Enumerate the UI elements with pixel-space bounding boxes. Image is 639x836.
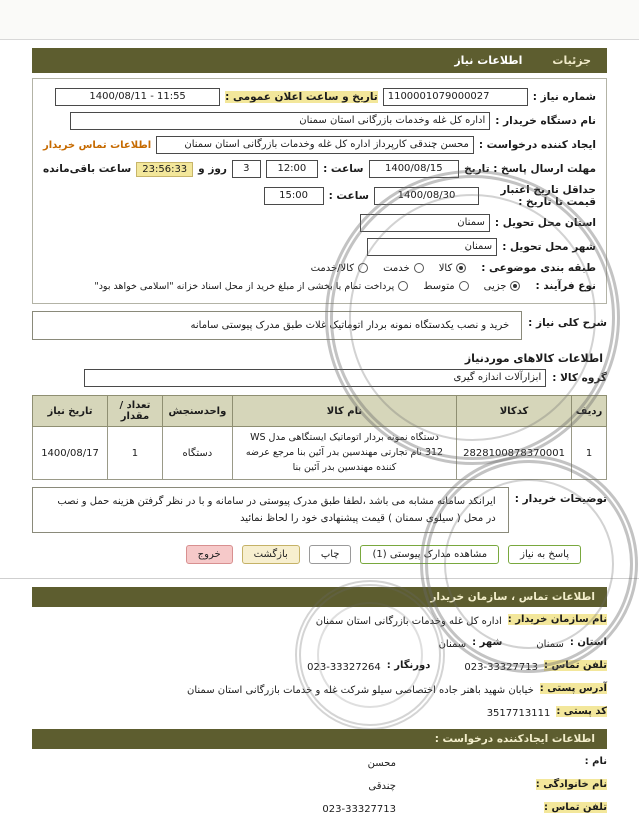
cell-need-date: 1400/08/17 [33, 427, 108, 480]
radio-selected-icon[interactable] [456, 263, 466, 273]
deadline-date-field[interactable]: 1400/08/15 [369, 160, 460, 178]
contact-org-label: نام سازمان خریدار : [507, 614, 607, 626]
need-description-section [32, 311, 607, 340]
col-need-date: تاریخ نیاز [33, 396, 108, 427]
section-divider [0, 578, 639, 579]
contact-phone-fax-row [32, 660, 607, 675]
radio-icon[interactable] [398, 281, 408, 291]
announce-datetime-field[interactable]: 1400/08/11 - 11:55 [55, 88, 220, 106]
creator-field[interactable]: محسن چندقی کارپرداز اداره کل غله وخدمات بازرگانی استان سمنان [156, 136, 474, 154]
form-row-delivery-city [43, 238, 596, 256]
goods-group-field[interactable]: ابزارآلات اندازه گیری [84, 369, 546, 387]
creator-lastname-value: چندقی [368, 781, 396, 793]
remaining-time-label: ساعت باقی‌مانده [43, 163, 132, 175]
category-option-service-label: خدمت [383, 262, 410, 274]
goods-table [32, 395, 607, 480]
buyer-notes-box[interactable]: ایرانکد سامانه مشابه می باشد ،لطفا طبق مدرک پیوستی در سامانه و با در نظر گرفتن هزینه حمل و نصب در محل ( سیلوی سمنان ) قیمت پیشنهادی خود را لحاظ نمائید [32, 487, 509, 533]
contact-postal-value: 3517713111 [486, 708, 551, 720]
price-validity-time-field[interactable]: 15:00 [264, 187, 324, 205]
need-form-panel [32, 78, 607, 304]
buyer-notes-section [32, 487, 607, 533]
form-row-category [43, 262, 596, 274]
buyer-name-label: نام دستگاه خریدار : [495, 115, 596, 127]
col-item-code: کدکالا [457, 396, 572, 427]
category-option-goods[interactable] [439, 263, 467, 274]
view-attachments-button[interactable]: مشاهده مدارک پیوستی (1) [360, 545, 499, 564]
contact-address-label: آدرس پستی : [539, 683, 607, 695]
creator-lastname-label-text: نام خانوادگی : [535, 779, 607, 791]
process-option-minor-label: جزیی [483, 280, 507, 292]
category-label: طبقه بندی موضوعی : [481, 262, 596, 275]
radio-icon[interactable] [459, 281, 469, 291]
goods-group-label: گروه کالا : [552, 372, 607, 385]
contact-city-label: شهر : [472, 637, 503, 649]
contact-org-row [32, 614, 607, 629]
contact-province-value: سمنان [536, 639, 564, 651]
creator-lastname-row [32, 779, 607, 794]
tab-details[interactable]: جزئیات [552, 54, 591, 67]
creator-info [32, 756, 607, 817]
creator-name-value: محسن [367, 758, 396, 770]
form-row-creator [43, 136, 596, 154]
deadline-hour-label: ساعت : [323, 163, 364, 175]
goods-section-title: اطلاعات کالاهای موردنیاز [464, 352, 603, 366]
cell-unit: دستگاه [162, 427, 232, 480]
contact-province-label: استان : [569, 637, 607, 649]
creator-name-row [32, 756, 607, 771]
radio-icon[interactable] [414, 263, 424, 273]
process-option-treasury-label: پرداخت تمام یا بخشی از مبلغ خرید از محل اسناد خزانه "اسلامی خواهد بود" [94, 280, 395, 292]
price-validity-date-field[interactable]: 1400/08/30 [374, 187, 479, 205]
col-item-name: نام کالا [232, 396, 456, 427]
buyer-contact-section-header: اطلاعات تماس ، سازمان خریدار [32, 587, 607, 607]
cell-item-code: 2828100878370001 [457, 427, 572, 480]
remaining-time-value: 23:56:33 [136, 162, 193, 177]
delivery-province-label: استان محل تحویل : [494, 217, 596, 230]
goods-table-row[interactable] [33, 427, 607, 480]
delivery-city-label: شهر محل تحویل : [502, 241, 596, 254]
deadline-days-label: روز و [198, 163, 227, 175]
deadline-label: مهلت ارسال پاسخ : تاریخ [464, 163, 596, 175]
announce-datetime-label: تاریخ و ساعت اعلان عمومی : [225, 91, 378, 103]
contact-postal-row [32, 706, 607, 721]
respond-to-need-button[interactable]: پاسخ به نیاز [508, 545, 581, 564]
contact-address-row [32, 683, 607, 698]
creator-phone-label-text: تلفن تماس : [543, 802, 607, 814]
creator-section-header: اطلاعات ایجادکننده درخواست : [32, 729, 607, 749]
form-row-buyer-name [43, 112, 596, 130]
need-number-field[interactable]: 1100001079000027 [383, 88, 528, 106]
contact-org-value: اداره کل غله وخدمات بازرگانی استان سمنان [315, 616, 502, 628]
deadline-time-field[interactable]: 12:00 [266, 160, 318, 178]
price-validity-hour-label: ساعت : [328, 190, 369, 203]
cell-row-number: 1 [572, 427, 607, 480]
col-row-number: ردیف [572, 396, 607, 427]
need-description-label: شرح کلی نیاز : [528, 317, 607, 330]
form-row-process-type [43, 280, 596, 292]
goods-group-row [32, 369, 607, 387]
category-option-goods-service[interactable] [311, 263, 369, 274]
buyer-notes-label: توضیحات خریدار : [514, 493, 607, 506]
buyer-name-field[interactable]: اداره کل غله وخدمات بازرگانی استان سمنان [70, 112, 490, 130]
delivery-city-field[interactable]: سمنان [367, 238, 497, 256]
col-quantity: تعداد / مقدار [108, 396, 163, 427]
creator-lastname-label [402, 779, 607, 790]
radio-icon[interactable] [358, 263, 368, 273]
form-row-need-number [43, 88, 596, 106]
creator-phone-row [32, 802, 607, 817]
form-row-deadline [43, 160, 596, 178]
creator-name-label: نام : [584, 756, 607, 768]
goods-table-header-row [33, 396, 607, 427]
action-buttons-row [32, 545, 607, 564]
contact-city-value: سمنان [438, 639, 467, 651]
process-type-label: نوع فرآیند : [535, 280, 596, 293]
process-option-medium-label: متوسط [423, 280, 455, 292]
exit-button[interactable]: خروج [186, 545, 233, 564]
contact-phone-label: تلفن تماس : [543, 660, 607, 672]
back-button[interactable]: بازگشت [242, 545, 300, 564]
form-row-price-validity [43, 184, 596, 208]
radio-selected-icon[interactable] [510, 281, 520, 291]
contact-fax-value: 023-33327264 [307, 662, 381, 674]
cell-item-name: دستگاه نمونه بردار اتوماتیک ایستگاهی مدل WS 312 نام تجارتی مهندسین بدر آئین بنا مرجع عرضه کننده مهندسین بدر آئین بنا [232, 427, 456, 480]
contact-fax-label: دورنگار : [386, 660, 431, 672]
col-unit: واحدسنجش [162, 396, 232, 427]
print-button[interactable]: چاپ [309, 545, 352, 564]
creator-label: ایجاد کننده درخواست : [478, 139, 596, 151]
tab-bar [32, 48, 607, 73]
contact-province-city-row [32, 637, 607, 652]
creator-phone-value: 023-33327713 [322, 804, 396, 816]
process-option-minor[interactable] [484, 281, 521, 292]
need-number-label: شماره نیاز : [532, 91, 596, 103]
category-option-service[interactable] [383, 263, 424, 274]
process-option-medium[interactable] [423, 281, 468, 292]
contact-phone-value: 023-33327713 [464, 662, 538, 674]
contact-address-value: خیابان شهید باهنر جاده اختصاصی سیلو شرکت غله و خدمات بازرگانی استان سمنان [187, 685, 534, 697]
top-strip [0, 0, 639, 40]
price-validity-label: حداقل تاریخ اعتبار قیمت تا تاریخ : [500, 184, 596, 209]
category-option-goods-service-label: کالا/خدمت [310, 262, 355, 274]
tab-need-info[interactable]: اطلاعات نیاز [454, 54, 523, 67]
category-option-goods-label: کالا [438, 262, 453, 274]
delivery-province-field[interactable]: سمنان [360, 214, 490, 232]
deadline-days-field[interactable]: 3 [232, 160, 261, 178]
creator-phone-label [402, 802, 607, 813]
form-row-delivery-province [43, 214, 596, 232]
buyer-contact-link[interactable]: اطلاعات تماس خریدار [43, 139, 152, 151]
buyer-contact-info [32, 614, 607, 721]
cell-quantity: 1 [108, 427, 163, 480]
contact-postal-label: کد پستی : [556, 706, 607, 718]
need-description-box[interactable]: خرید و نصب یکدستگاه نمونه بردار اتوماتیک غلات طبق مدرک پیوستی سامانه [32, 311, 522, 340]
process-option-treasury[interactable] [94, 281, 408, 292]
